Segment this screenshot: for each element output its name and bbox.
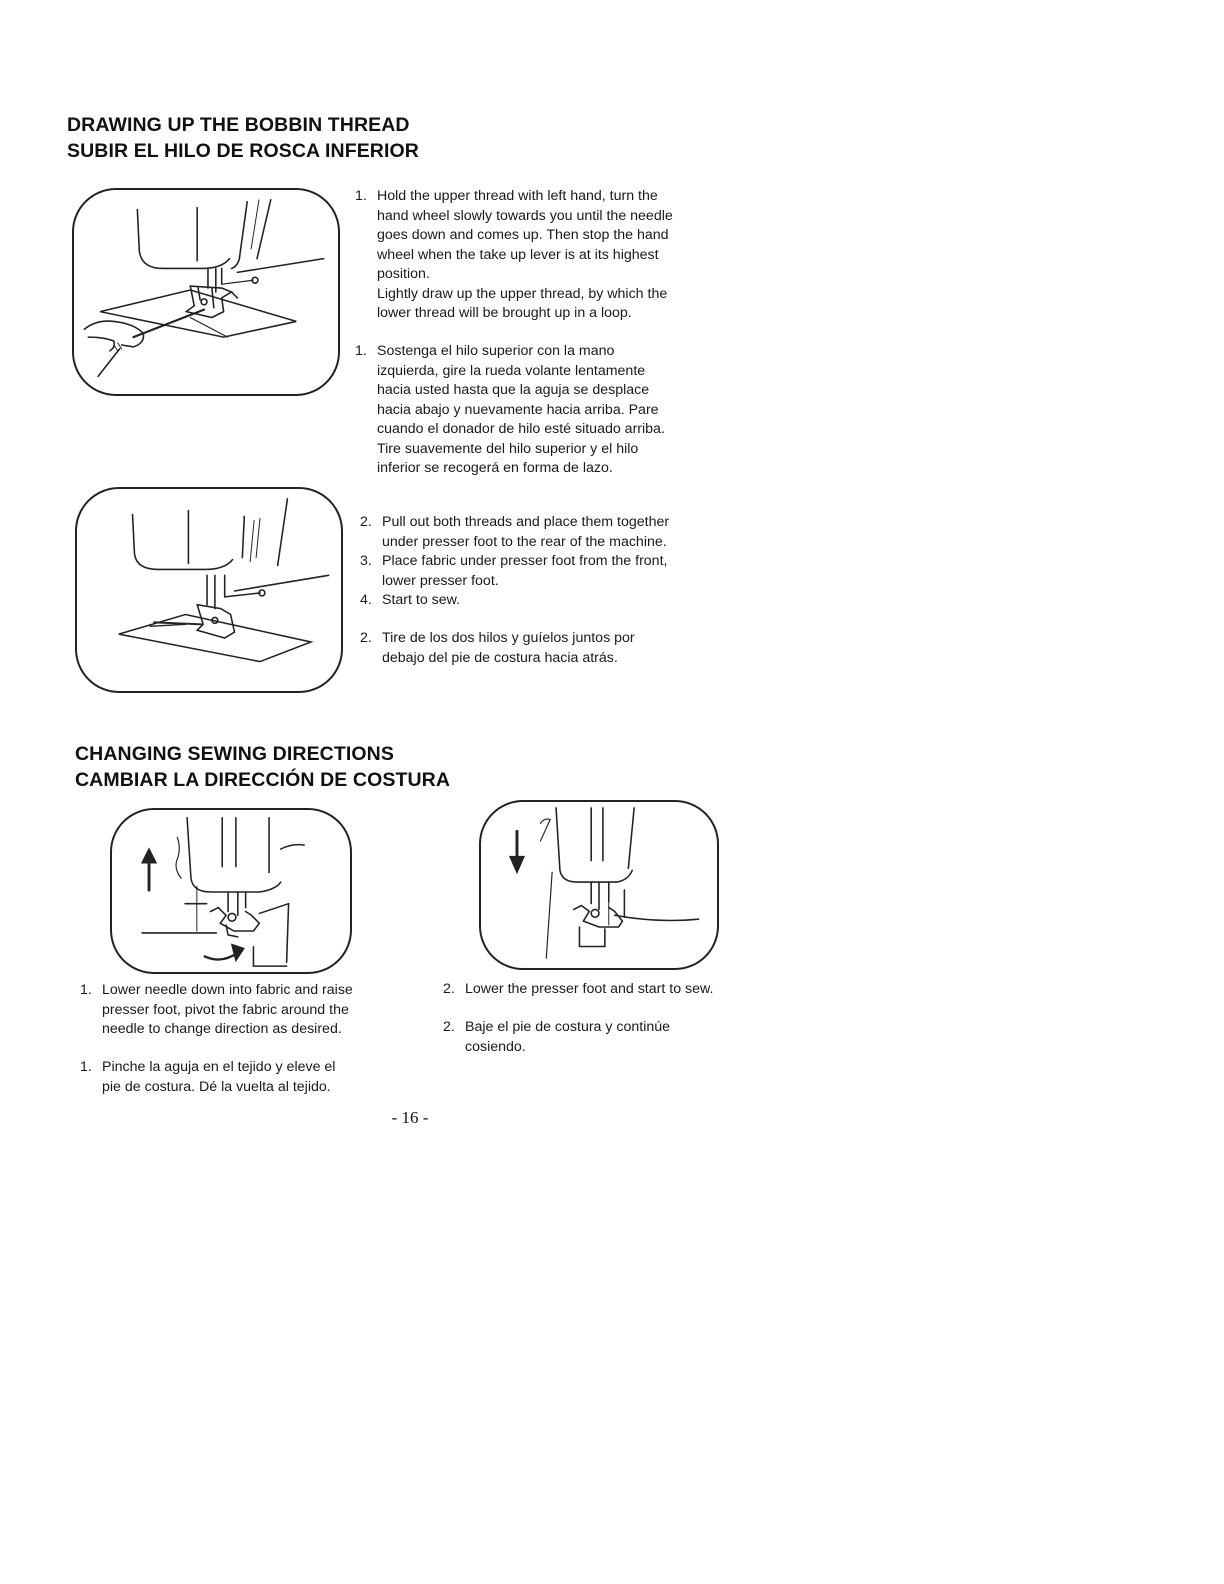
step-text: Lower needle down into fabric and raise presser foot, pivot the fabric around the needle to change direction as desired. xyxy=(102,982,353,1037)
section-heading-bobbin xyxy=(67,112,419,164)
step-number: 2. xyxy=(443,981,455,997)
step-number: 1. xyxy=(80,982,92,998)
step-text: Start to sew. xyxy=(382,592,461,608)
step-item xyxy=(355,342,745,479)
steps-draw-thread-es xyxy=(355,342,745,479)
illustration-lower-foot xyxy=(479,800,719,970)
step-item xyxy=(360,591,750,611)
steps-threads-es xyxy=(360,629,750,668)
heading-es: CAMBIAR LA DIRECCIÓN DE COSTURA xyxy=(75,769,451,791)
step-text: Sostenga el hilo superior con la mano izquierda, gire la rueda volante lentamente hacia usted hasta que la aguja se desplace hacia abajo y nuevamente hacia arriba. Pare cuando el donador de hilo esté situado arriba. Tire suavemente del hilo superior y el hilo inferior se recogerá en forma de lazo. xyxy=(377,343,665,476)
step-item xyxy=(443,980,823,1000)
step-item xyxy=(80,1058,440,1097)
step-item xyxy=(360,513,750,552)
step-number: 4. xyxy=(360,592,372,608)
step-text: Pull out both threads and place them together under presser foot to the rear of the machine. xyxy=(382,514,670,550)
step-text: Tire de los dos hilos y guíelos juntos por debajo del pie de costura hacia atrás. xyxy=(382,630,635,666)
illustration-draw-thread xyxy=(72,188,340,396)
step-number: 2. xyxy=(360,630,372,646)
steps-pivot-es xyxy=(80,1058,440,1097)
step-text: Lower the presser foot and start to sew. xyxy=(465,981,714,997)
step-number: 1. xyxy=(355,343,367,359)
step-text: Place fabric under presser foot from the front, lower presser foot. xyxy=(382,553,668,589)
step-item xyxy=(360,552,750,591)
step-item xyxy=(443,1018,823,1057)
step-number: 1. xyxy=(355,188,367,204)
step-number: 1. xyxy=(80,1059,92,1075)
steps-draw-thread-en xyxy=(355,187,745,324)
steps-threads-en xyxy=(360,513,750,611)
heading-en: CHANGING SEWING DIRECTIONS xyxy=(75,743,394,765)
steps-lower-en xyxy=(443,980,823,1000)
step-item xyxy=(80,981,440,1040)
heading-es: SUBIR EL HILO DE ROSCA INFERIOR xyxy=(67,140,419,162)
step-item xyxy=(355,187,745,324)
step-text: Hold the upper thread with left hand, turn the hand wheel slowly towards you until the needle goes down and comes up. Then stop the hand wheel when the take up lever is at its highest position. Lightly draw up the upper thread, by which the lower thread will be brought up in a loop. xyxy=(377,188,673,321)
steps-lower-es xyxy=(443,1018,823,1057)
step-number: 2. xyxy=(360,514,372,530)
step-number: 3. xyxy=(360,553,372,569)
section-heading-directions xyxy=(75,741,450,793)
illustration-pivot-fabric xyxy=(110,808,352,974)
page-number: - 16 - xyxy=(391,1108,429,1127)
step-text: Baje el pie de costura y continúe cosiendo. xyxy=(465,1019,671,1055)
step-item xyxy=(360,629,750,668)
step-text: Pinche la aguja en el tejido y eleve el pie de costura. Dé la vuelta al tejido. xyxy=(102,1059,336,1095)
heading-en: DRAWING UP THE BOBBIN THREAD xyxy=(67,114,410,136)
illustration-threads-rear xyxy=(75,487,343,693)
steps-pivot-en xyxy=(80,981,440,1040)
step-number: 2. xyxy=(443,1019,455,1035)
